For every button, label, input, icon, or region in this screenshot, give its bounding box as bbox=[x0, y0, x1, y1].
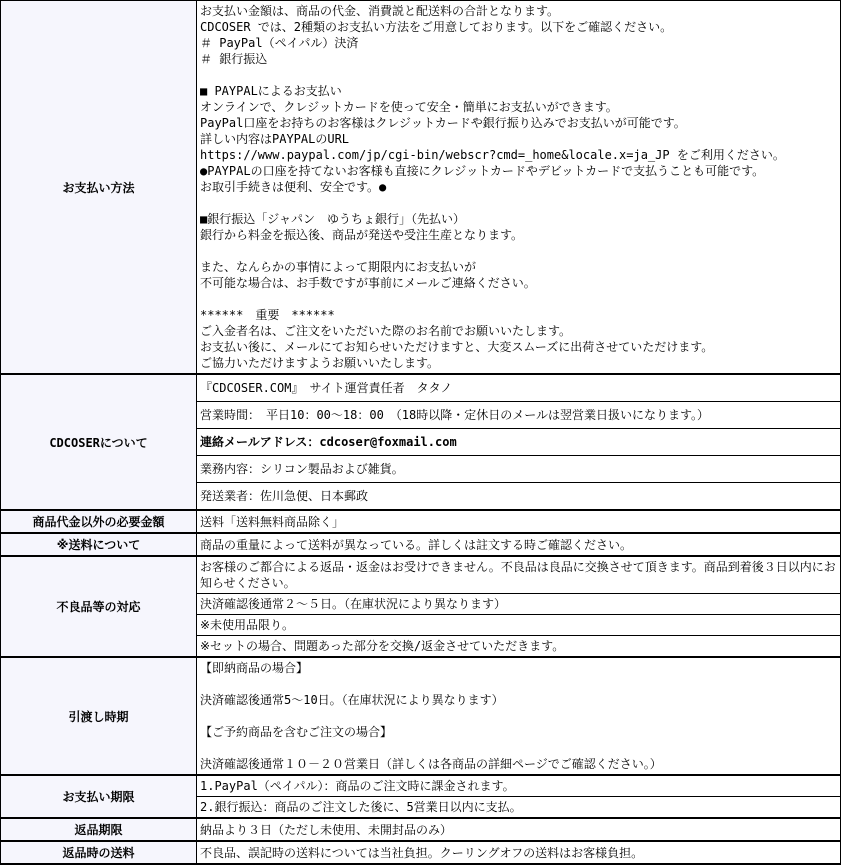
content-line: ※セットの場合、問題あった部分を交換/返金させていただきます。 bbox=[200, 639, 565, 653]
row-content bbox=[197, 1, 840, 373]
content-section bbox=[197, 557, 840, 593]
content-line: また、なんらかの事情によって期限内にお支払いが bbox=[200, 260, 477, 274]
content-line: 詳しい内容はPAYPALのURL bbox=[200, 132, 350, 146]
content-section bbox=[197, 614, 840, 635]
table-row bbox=[1, 656, 840, 774]
content-line: 不良品、誤記時の送料については当社負担。クーリングオフの送料はお客様負担。 bbox=[200, 845, 644, 860]
content-line: PayPal口座をお持ちのお客様はクレジットカードや銀行振り込みでお支払いが可能です。 bbox=[200, 116, 686, 130]
row-header: CDCOSERについて bbox=[1, 375, 197, 509]
content-section bbox=[197, 455, 840, 482]
content-line: お支払い金額は、商品の代金、消費説と配送料の合計となります。 bbox=[200, 4, 560, 18]
content-line: 納品より３日（ただし未使用、未開封品のみ） bbox=[200, 822, 453, 837]
content-line: ●PAYPALの口座を持てないお客様も直接にクレジットカードやデビットカードで支払うことも可能です。 bbox=[200, 164, 765, 178]
row-content bbox=[197, 776, 840, 817]
row-header: お支払い方法 bbox=[1, 1, 197, 373]
content-line: CDCOSER では、2種類のお支払い方法をご用意しております。以下をご確認ください。 bbox=[200, 20, 673, 34]
content-line: ご入金者名は、ご注文をいただいた際のお名前でお願いいたします。 bbox=[200, 324, 572, 338]
content-line: 不可能な場合は、お手数ですが事前にメールご連絡ください。 bbox=[200, 276, 536, 290]
content-line: オンラインで、クレジットカードを使って安全・簡単にお支払いができます。 bbox=[200, 100, 618, 114]
content-section bbox=[197, 375, 840, 401]
row-header: 不良品等の対応 bbox=[1, 557, 197, 656]
content-line: 営業時間： 平日10：00～18：00 （18時以降・定休日のメールは翌営業日扱いになります。） bbox=[200, 408, 710, 422]
row-content bbox=[197, 534, 840, 555]
table-row bbox=[1, 817, 840, 840]
row-header: お支払い期限 bbox=[1, 776, 197, 817]
content-line: お取引手続きは便利、安全です。● bbox=[200, 180, 387, 194]
table-row bbox=[1, 509, 840, 532]
content-line: 決済確認後通常5～10日。（在庫状況により異なります） bbox=[200, 693, 504, 707]
content-line: ■ PAYPALによるお支払い bbox=[200, 84, 342, 98]
content-line: 連絡メールアドレス：cdcoser@foxmail.com bbox=[200, 435, 457, 449]
table-row bbox=[1, 774, 840, 817]
content-section bbox=[197, 635, 840, 656]
row-content bbox=[197, 511, 840, 532]
paypal-url-text: https://www.paypal.com/jp/cgi-bin/webscr?cmd=_home&locale.x=ja_JP をご利用ください。 bbox=[200, 148, 785, 162]
content-section bbox=[197, 658, 840, 774]
content-section bbox=[197, 428, 840, 455]
content-section bbox=[197, 842, 840, 863]
content-line: ご協力いただけますようお願いいたします。 bbox=[200, 356, 440, 370]
content-section bbox=[197, 1, 840, 373]
content-line: 1.PayPal（ペイパル）：商品のご注文時に課金されます。 bbox=[200, 779, 515, 793]
row-content bbox=[197, 819, 840, 840]
row-content bbox=[197, 557, 840, 656]
content-line: 業務内容：シリコン製品および雑貨。 bbox=[200, 462, 404, 476]
content-line bbox=[200, 67, 837, 83]
row-header: 引渡し時期 bbox=[1, 658, 197, 774]
content-line: ＃ 銀行振込 bbox=[200, 52, 268, 66]
content-line bbox=[200, 708, 837, 724]
row-content bbox=[197, 842, 840, 863]
content-line: ※未使用品限り。 bbox=[200, 618, 295, 632]
content-section bbox=[197, 819, 840, 840]
content-section bbox=[197, 796, 840, 817]
content-line: お支払い後に、メールにてお知らせいただけますと、大変スムーズに出荷させていただけます。 bbox=[200, 340, 714, 354]
content-section bbox=[197, 776, 840, 796]
content-line: ****** 重要 ****** bbox=[200, 308, 335, 322]
content-line: お客様のご都合による返品・返金はお受けできません。不良品は良品に交換させて頂きます。商品到着後３日以内にお知らせください。 bbox=[200, 560, 836, 590]
content-line bbox=[200, 740, 837, 756]
content-line: 『CDCOSER.COM』 サイト運営責任者 タタノ bbox=[200, 381, 453, 395]
table-row bbox=[1, 840, 840, 863]
row-header: ※送料について bbox=[1, 534, 197, 555]
content-line: 送料「送料無料商品除く」 bbox=[200, 514, 345, 529]
content-section bbox=[197, 401, 840, 428]
content-line bbox=[200, 676, 837, 692]
content-line: 決済確認後通常１０－２０営業日（詳しくは各商品の詳細ページでご確認ください。） bbox=[200, 757, 662, 771]
content-line: 【ご予約商品を含むご注文の場合】 bbox=[200, 725, 393, 739]
row-content bbox=[197, 375, 840, 509]
content-section bbox=[197, 593, 840, 614]
content-line: ■銀行振込「ジャパン ゆうちょ銀行」（先払い） bbox=[200, 212, 465, 226]
table-row bbox=[1, 1, 840, 373]
row-header: 返品時の送料 bbox=[1, 842, 197, 863]
table-row bbox=[1, 555, 840, 656]
row-content bbox=[197, 658, 840, 774]
content-line: 銀行から料金を振込後、商品が発送や受注生産となります。 bbox=[200, 228, 524, 242]
table-row bbox=[1, 532, 840, 555]
content-line: 2.銀行振込：商品のご注文した後に、5営業日以内に支払。 bbox=[200, 800, 522, 814]
table-row bbox=[1, 373, 840, 509]
content-line: 商品の重量によって送料が異なっている。詳しくは註文する時ご確認ください。 bbox=[200, 537, 633, 552]
content-line: ＃ PayPal（ペイパル）決済 bbox=[200, 36, 359, 50]
content-line bbox=[200, 243, 837, 259]
content-line: 発送業者：佐川急便、日本郵政 bbox=[200, 489, 369, 503]
content-line bbox=[200, 291, 837, 307]
content-section bbox=[197, 511, 840, 532]
row-header: 商品代金以外の必要金額 bbox=[1, 511, 197, 532]
content-section bbox=[197, 482, 840, 509]
content-line: 【即納商品の場合】 bbox=[200, 661, 309, 675]
content-line bbox=[200, 195, 837, 211]
content-line: 決済確認後通常２～５日。（在庫状況により異なります） bbox=[200, 597, 507, 611]
content-section bbox=[197, 534, 840, 555]
row-header: 返品期限 bbox=[1, 819, 197, 840]
